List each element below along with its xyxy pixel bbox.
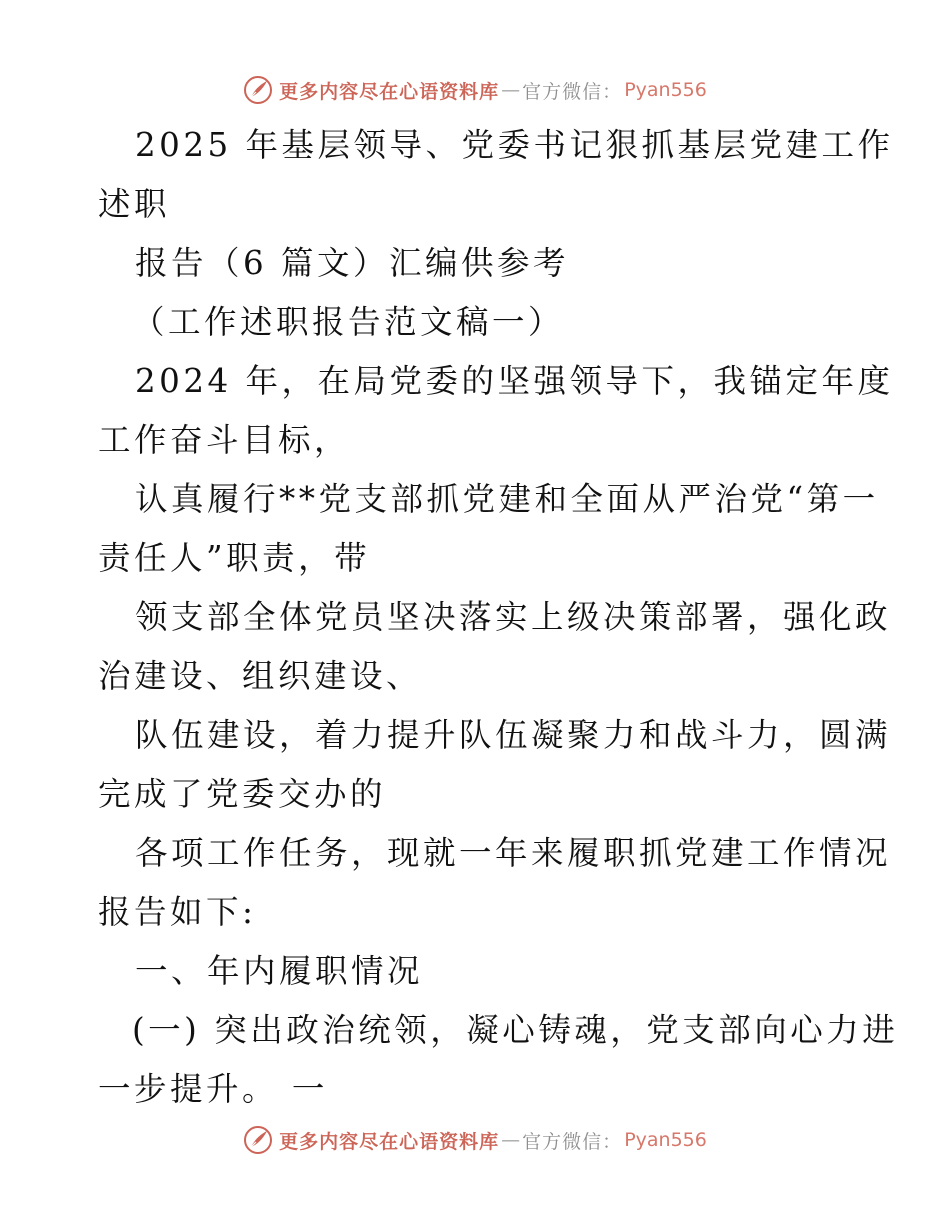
footer-watermark: [0, 1120, 950, 1160]
document-title-line-3: 报告（6 篇文）汇编供参考: [135, 244, 570, 282]
paragraph-line: 认真履行**党支部抓党建和全面从严治党“第一: [135, 480, 879, 518]
watermark-separator: —: [501, 79, 521, 101]
watermark-separator: —: [501, 1129, 521, 1151]
paragraph-line: 治建设、组织建设、: [98, 657, 423, 695]
header-watermark: [0, 70, 950, 110]
paragraph-line: 完成了党委交办的: [98, 775, 387, 813]
paragraph-line: 责任人”职责，带: [98, 539, 371, 577]
paragraph-line: 2024 年，在局党委的坚强领导下，我锚定年度: [135, 362, 894, 400]
paragraph-line: 领支部全体党员坚决落实上级决策部署，强化政: [135, 598, 892, 636]
subsection-heading-line-2: 一步提升。 一: [98, 1070, 328, 1108]
quill-pen-logo-icon: [243, 1125, 273, 1155]
document-title-line-1: 2025 年基层领导、党委书记狠抓基层党建工作: [135, 126, 894, 164]
watermark-brand-text: 更多内容尽在心语资料库: [279, 1130, 500, 1153]
paragraph-line: 工作奋斗目标，: [98, 421, 351, 459]
document-subtitle: （工作述职报告范文稿一）: [132, 303, 565, 341]
subsection-heading-line-1: (一) 突出政治统领，凝心铸魂，党支部向心力进: [132, 1011, 899, 1049]
watermark-official-text: 官方微信：: [522, 80, 623, 103]
watermark-wechat-id: Pyan556: [624, 79, 707, 101]
quill-pen-logo-icon: [243, 75, 273, 105]
section-heading: 一、年内履职情况: [135, 952, 424, 990]
document-title-line-2: 述职: [98, 185, 171, 223]
paragraph-line: 报告如下:: [98, 893, 257, 931]
paragraph-line: 队伍建设，着力提升队伍凝聚力和战斗力，圆满: [135, 716, 892, 754]
paragraph-line: 各项工作任务，现就一年来履职抓党建工作情况: [135, 834, 892, 872]
watermark-official-text: 官方微信：: [522, 1130, 623, 1153]
watermark-wechat-id: Pyan556: [624, 1129, 707, 1151]
document-body: [98, 116, 899, 1119]
watermark-brand-text: 更多内容尽在心语资料库: [279, 80, 500, 103]
